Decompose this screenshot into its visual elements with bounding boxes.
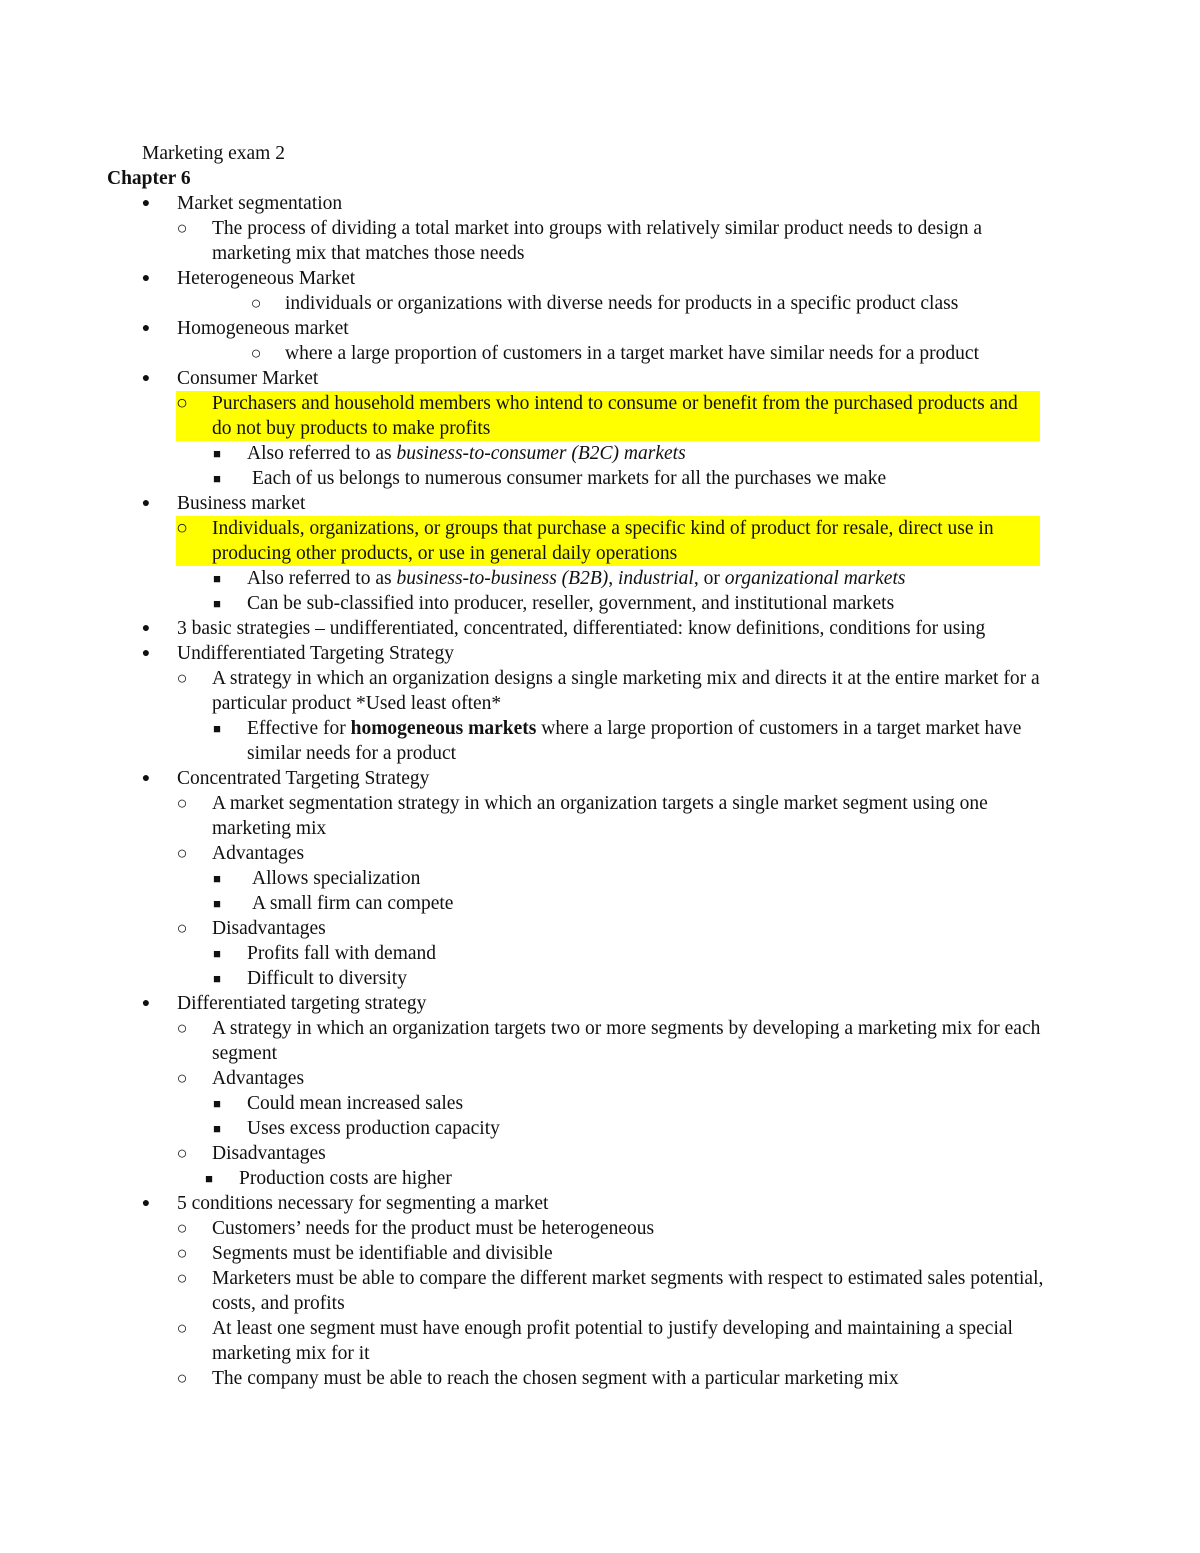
list-item: ○ Segments must be identifiable and divisible — [0, 1241, 1200, 1266]
list-item: ● Business market — [0, 491, 1200, 516]
chapter-heading: Chapter 6 — [107, 168, 191, 189]
hollow-circle-icon: ○ — [176, 518, 188, 539]
list-item: ■ Production costs are higher — [0, 1166, 1200, 1191]
list-item: ■ Also referred to as business-to-consumer (B2C) markets — [0, 441, 1200, 466]
bold-term: homogeneous markets — [350, 718, 537, 739]
list-item: ○ The company must be able to reach the chosen segment with a particular marketing mix — [0, 1366, 1200, 1391]
italic-term: business-to-consumer (B2C) markets — [396, 443, 686, 464]
highlighted-list-item: ○ Purchasers and household members who intend to consume or benefit from the purchased products and do not buy products to make profits — [176, 391, 1040, 441]
list-item: ○ Customers’ needs for the product must be heterogeneous — [0, 1216, 1200, 1241]
list-item: ● Concentrated Targeting Strategy — [0, 766, 1200, 791]
list-item: ○ where a large proportion of customers in a target market have similar needs for a product — [0, 341, 1200, 366]
list-item: ○ Advantages — [0, 1066, 1200, 1091]
list-item: ○ Disadvantages — [0, 916, 1200, 941]
filled-square-icon: ■ — [213, 946, 221, 961]
hollow-circle-icon: ○ — [176, 843, 188, 863]
list-item: ■ Allows specialization — [0, 866, 1200, 891]
list-item: ○ The process of dividing a total market into groups with relatively similar product needs to design a marketing mix that matches those needs — [0, 216, 1200, 266]
list-item: ■ Each of us belongs to numerous consumer markets for all the purchases we make — [0, 466, 1200, 491]
list-item: ■ Uses excess production capacity — [0, 1116, 1200, 1141]
list-item: ● Consumer Market — [0, 366, 1200, 391]
list-item: ■ Effective for homogeneous markets where a large proportion of customers in a target market have similar needs for a product — [0, 716, 1200, 766]
list-item: ■ Profits fall with demand — [0, 941, 1200, 966]
filled-square-icon: ■ — [205, 1171, 213, 1186]
hollow-circle-icon: ○ — [176, 1068, 188, 1088]
hollow-circle-icon: ○ — [176, 918, 188, 938]
list-item: ● 3 basic strategies – undifferentiated, concentrated, differentiated: know definitions, conditions for using — [0, 616, 1200, 641]
bullet-dot-icon: ● — [141, 271, 151, 286]
hollow-circle-icon: ○ — [250, 343, 262, 363]
filled-square-icon: ■ — [213, 871, 221, 886]
filled-square-icon: ■ — [213, 1096, 221, 1111]
italic-term: industrial — [617, 568, 694, 589]
hollow-circle-icon: ○ — [176, 793, 188, 813]
filled-square-icon: ■ — [213, 721, 221, 736]
hollow-circle-icon: ○ — [176, 393, 188, 414]
filled-square-icon: ■ — [213, 1121, 221, 1136]
list-item: ● 5 conditions necessary for segmenting a market — [0, 1191, 1200, 1216]
list-item: ○ Marketers must be able to compare the different market segments with respect to estimated sales potential, costs, and profits — [0, 1266, 1200, 1316]
list-item: ○ A market segmentation strategy in which an organization targets a single market segment using one marketing mix — [0, 791, 1200, 841]
hollow-circle-icon: ○ — [176, 1268, 188, 1288]
bullet-dot-icon: ● — [141, 771, 151, 786]
bullet-dot-icon: ● — [141, 371, 151, 386]
list-item: ■ Difficult to diversity — [0, 966, 1200, 991]
bullet-dot-icon: ● — [141, 621, 151, 636]
hollow-circle-icon: ○ — [176, 668, 188, 688]
filled-square-icon: ■ — [213, 896, 221, 911]
bullet-dot-icon: ● — [141, 996, 151, 1011]
italic-term: organizational markets — [724, 568, 906, 589]
list-item: ● Undifferentiated Targeting Strategy — [0, 641, 1200, 666]
notes-outline — [0, 191, 1200, 1391]
bullet-dot-icon: ● — [141, 321, 151, 336]
list-item: ● Heterogeneous Market — [0, 266, 1200, 291]
filled-square-icon: ■ — [213, 446, 221, 461]
bullet-dot-icon: ● — [141, 196, 151, 211]
list-item: ● Homogeneous market — [0, 316, 1200, 341]
highlighted-list-item: ○ Individuals, organizations, or groups that purchase a specific kind of product for resale, direct use in producing other products, or use in general daily operations — [176, 516, 1040, 566]
list-item: ○ Disadvantages — [0, 1141, 1200, 1166]
list-item: ■ Can be sub-classified into producer, reseller, government, and institutional markets — [0, 591, 1200, 616]
filled-square-icon: ■ — [213, 971, 221, 986]
filled-square-icon: ■ — [213, 471, 221, 486]
hollow-circle-icon: ○ — [176, 1243, 188, 1263]
italic-term: business-to-business (B2B) — [396, 568, 609, 589]
list-item: ■ Also referred to as business-to-business (B2B), industrial, or organizational markets — [0, 566, 1200, 591]
hollow-circle-icon: ○ — [250, 293, 262, 313]
hollow-circle-icon: ○ — [176, 1218, 188, 1238]
hollow-circle-icon: ○ — [176, 1143, 188, 1163]
bullet-dot-icon: ● — [141, 496, 151, 511]
list-item: ○ A strategy in which an organization targets two or more segments by developing a marketing mix for each segment — [0, 1016, 1200, 1066]
hollow-circle-icon: ○ — [176, 1368, 188, 1388]
hollow-circle-icon: ○ — [176, 1318, 188, 1338]
list-item: ■ A small firm can compete — [0, 891, 1200, 916]
bullet-dot-icon: ● — [141, 646, 151, 661]
list-item: ○ individuals or organizations with diverse needs for products in a specific product class — [0, 291, 1200, 316]
list-item: ● Market segmentation — [0, 191, 1200, 216]
hollow-circle-icon: ○ — [176, 218, 188, 238]
list-item: ○ At least one segment must have enough profit potential to justify developing and maintaining a special marketing mix for it — [0, 1316, 1200, 1366]
filled-square-icon: ■ — [213, 571, 221, 586]
bullet-dot-icon: ● — [141, 1196, 151, 1211]
list-item: ● Differentiated targeting strategy — [0, 991, 1200, 1016]
list-item: ○ A strategy in which an organization designs a single marketing mix and directs it at the entire market for a particular product *Used least often* — [0, 666, 1200, 716]
list-item: ○ Advantages — [0, 841, 1200, 866]
document-title: Marketing exam 2 — [142, 143, 285, 164]
hollow-circle-icon: ○ — [176, 1018, 188, 1038]
filled-square-icon: ■ — [213, 596, 221, 611]
list-item: ■ Could mean increased sales — [0, 1091, 1200, 1116]
